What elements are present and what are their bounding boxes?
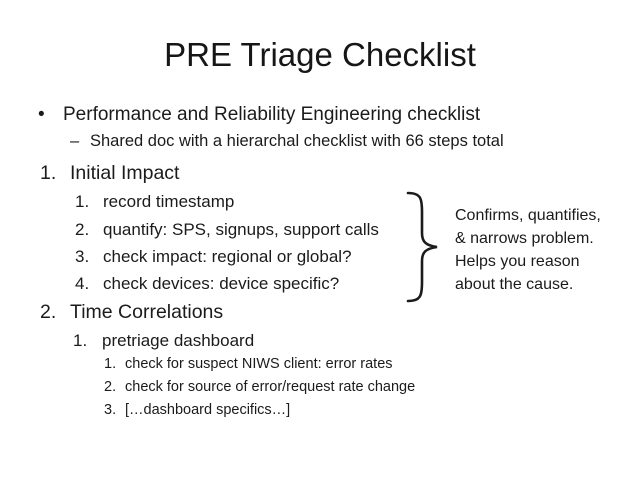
annotation-line: Helps you reason [455, 253, 580, 270]
checklist-item [75, 192, 234, 212]
section-2-title: Time Correlations [70, 301, 224, 323]
section-1-number: 1. [40, 162, 57, 184]
section-1-title: Initial Impact [70, 162, 180, 184]
checklist-subitem [104, 379, 415, 395]
annotation-line: about the cause. [455, 276, 574, 293]
annotation-line: & narrows problem. [455, 230, 594, 247]
section-2-heading [40, 301, 223, 324]
intro-bullet-text: Performance and Reliability Engineering checklist [63, 104, 481, 125]
bullet-marker: • [38, 104, 45, 125]
checklist-item [75, 220, 379, 240]
intro-sub-bullet-text: Shared doc with a hierarchal checklist with 66 steps total [90, 132, 504, 150]
item-number: 4. [75, 274, 90, 293]
item-text: check for source of error/request rate change [125, 379, 416, 395]
item-text: check for suspect NIWS client: error rates [125, 356, 393, 372]
item-number: 2. [104, 379, 117, 395]
checklist-subitem [104, 356, 393, 372]
intro-bullet [38, 104, 480, 126]
item-text: check devices: device specific? [103, 274, 340, 293]
item-number: 3. [75, 247, 90, 266]
checklist-subitem [104, 402, 290, 418]
item-text: record timestamp [103, 192, 235, 211]
item-text: quantify: SPS, signups, support calls [103, 220, 379, 239]
curly-brace-icon [404, 190, 442, 304]
annotation-text [455, 204, 601, 296]
checklist-item [73, 331, 254, 351]
item-number: 1. [73, 331, 88, 350]
item-number: 3. [104, 402, 117, 418]
section-2-number: 2. [40, 301, 57, 323]
checklist-item [75, 274, 339, 294]
checklist-item [75, 247, 352, 267]
item-text: pretriage dashboard [102, 331, 255, 350]
item-text: […dashboard specifics…] [125, 402, 291, 418]
item-number: 1. [75, 192, 90, 211]
dash-marker: – [70, 132, 80, 150]
item-number: 2. [75, 220, 90, 239]
page-title: PRE Triage Checklist [164, 36, 476, 73]
item-text: check impact: regional or global? [103, 247, 352, 266]
item-number: 1. [104, 356, 117, 372]
annotation-line: Confirms, quantifies, [455, 207, 601, 224]
section-1-heading [40, 162, 179, 185]
intro-sub-bullet [70, 132, 504, 151]
